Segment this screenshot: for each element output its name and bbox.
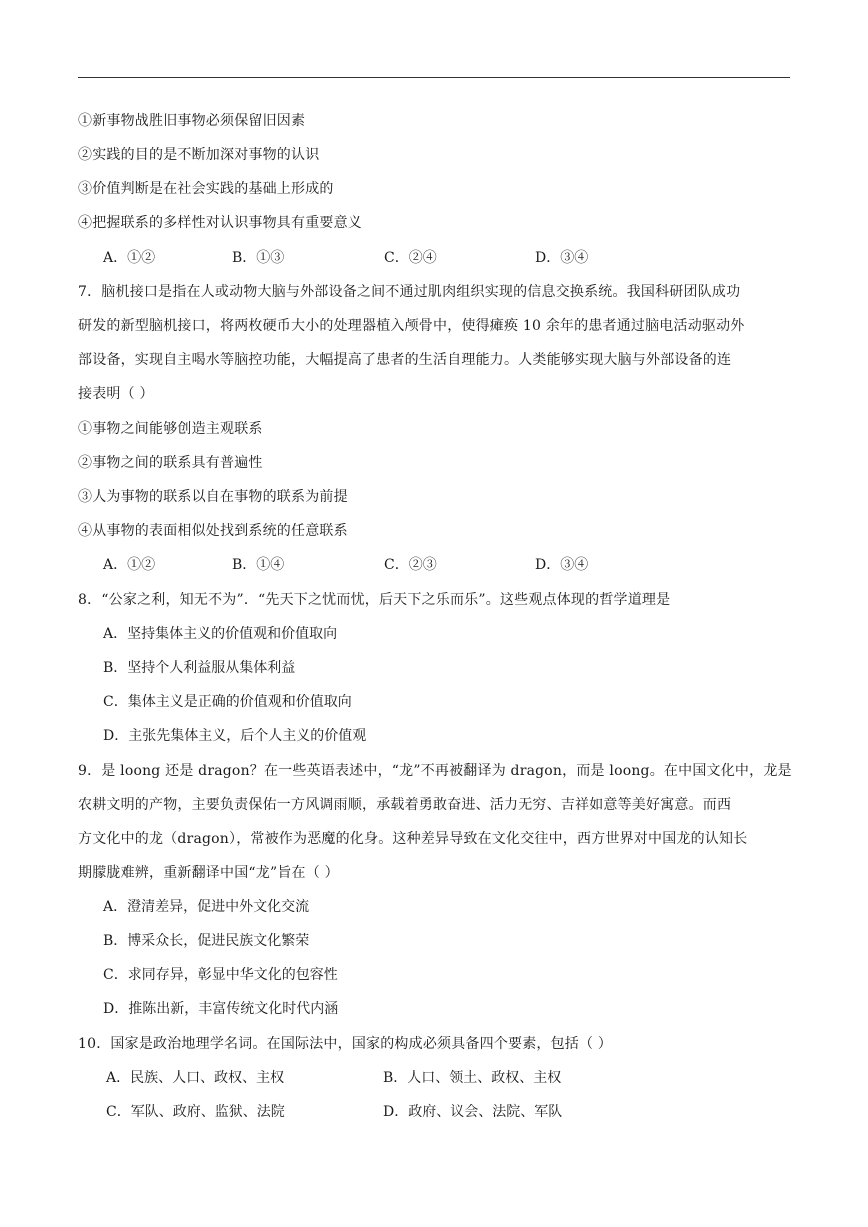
q6-option-b: B．①③ [232,250,285,266]
q9-option-a: A．澄清差异，促进中外文化交流 [103,899,310,915]
header-rule [78,77,790,78]
q6-item-2: ②实践的目的是不断加深对事物的认识 [78,147,320,163]
q7-item-1: ①事物之间能够创造主观联系 [78,421,263,437]
q9-option-d: D．推陈出新，丰富传统文化时代内涵 [103,1001,339,1017]
q7-option-d: D．③④ [535,557,589,573]
q9-stem-line-3: 方文化中的龙（dragon），常被作为恶魔的化身。这种差异导致在文化交往中，西方世界对中国龙的认知长 [78,831,748,847]
q7-stem-line-2: 研发的新型脑机接口，将两枚硬币大小的处理器植入颅骨中，使得瘫痪 10 余年的患者通过脑电活动驱动外 [78,318,745,334]
q10-option-b: B．人口、领土、政权、主权 [383,1070,562,1086]
q9-stem-line-4: 期朦胧难辨，重新翻译中国“龙”旨在（ ） [78,865,339,881]
q8-option-d: D．主张先集体主义，后个人主义的价值观 [103,728,367,744]
q9-option-c: C．求同存异，彰显中华文化的包容性 [103,967,338,983]
q7-stem-line-1: 7．脑机接口是指在人或动物大脑与外部设备之间不通过肌肉组织实现的信息交换系统。我国科研团队成功 [78,284,741,300]
q8-option-b: B．坚持个人利益服从集体利益 [103,660,296,676]
q6-option-c: C．②④ [384,250,437,266]
q10-option-c: C．军队、政府、监狱、法院 [106,1104,285,1120]
q8-option-a: A．坚持集体主义的价值观和价值取向 [103,626,338,642]
q6-option-a: A．①② [103,250,156,266]
q9-stem-line-1: 9．是 loong 还是 dragon？在一些英语表述中，“龙”不再被翻译为 dragon，而是 loong。在中国文化中，龙是 [78,763,792,779]
q8-option-c: C．集体主义是正确的价值观和价值取向 [103,694,352,710]
q10-option-d: D．政府、议会、法院、军队 [383,1104,563,1120]
q7-stem-line-4: 接表明（ ） [78,386,154,402]
q7-option-b: B．①④ [232,557,285,573]
q6-item-1: ①新事物战胜旧事物必须保留旧因素 [78,113,306,129]
q9-stem-line-2: 农耕文明的产物，主要负责保佑一方风调雨顺，承载着勇敢奋进、活力无穷、吉祥如意等美好寓意。而西 [78,797,732,813]
q9-option-b: B．博采众长，促进民族文化繁荣 [103,933,310,949]
q6-option-d: D．③④ [535,250,589,266]
q8-stem: 8．“公家之利，知无不为”．“先天下之忧而忧，后天下之乐而乐”。这些观点体现的哲学道理是 [78,592,671,608]
q6-item-4: ④把握联系的多样性对认识事物具有重要意义 [78,215,362,231]
q6-item-3: ③价值判断是在社会实践的基础上形成的 [78,181,334,197]
q7-option-a: A．①② [103,557,156,573]
q7-item-3: ③人为事物的联系以自在事物的联系为前提 [78,489,348,505]
q7-item-2: ②事物之间的联系具有普遍性 [78,455,263,471]
q10-stem: 10．国家是政治地理学名词。在国际法中，国家的构成必须具备四个要素，包括（ ） [78,1036,613,1052]
q10-option-a: A．民族、人口、政权、主权 [106,1070,285,1086]
q7-option-c: C．②③ [384,557,437,573]
q7-item-4: ④从事物的表面相似处找到系统的任意联系 [78,523,348,539]
q7-stem-line-3: 部设备，实现自主喝水等脑控功能，大幅提高了患者的生活自理能力。人类能够实现大脑与外部设备的连 [78,352,732,368]
